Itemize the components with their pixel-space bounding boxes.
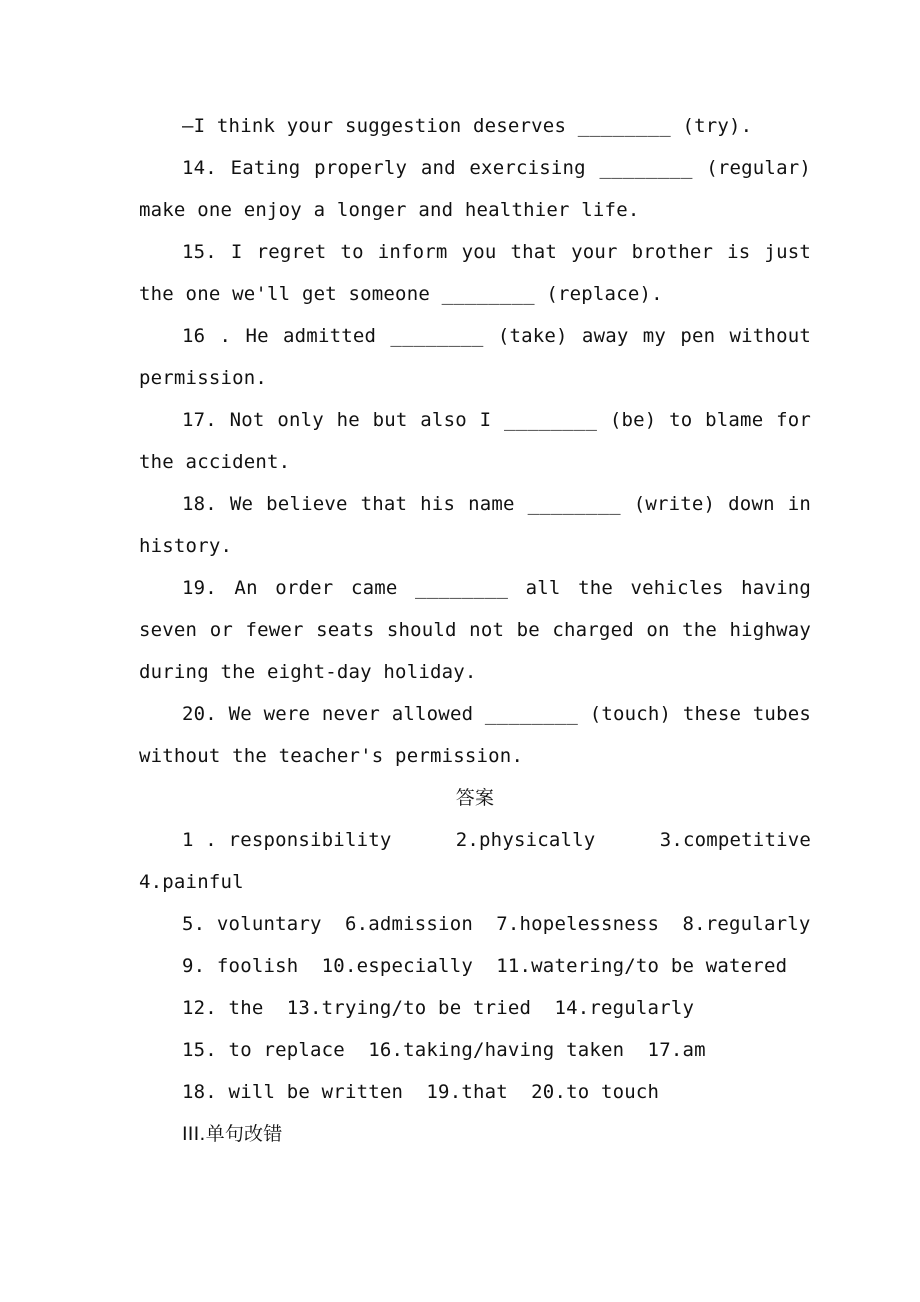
answer-heading: 答案 bbox=[455, 787, 495, 809]
question-14: 14. Eating properly and exercising ________ (regular) make one enjoy a longer and healthier life. bbox=[139, 157, 811, 221]
question-13-reply: —I think your suggestion deserves ________ (try). bbox=[182, 115, 753, 137]
question-17: 17. Not only he but also I ________ (be) to blame for the accident. bbox=[139, 409, 811, 473]
answer-line-4: 12. the 13.trying/to be tried 14.regularly bbox=[182, 997, 695, 1019]
answer-2: 2.physically bbox=[455, 829, 596, 851]
document-content bbox=[139, 105, 811, 1155]
answer-line-3: 9. foolish 10.especially 11.watering/to be watered bbox=[182, 955, 788, 977]
answer-3: 3.competitive bbox=[659, 829, 811, 851]
question-15: 15. I regret to inform you that your brother is just the one we'll get someone ________ (replace). bbox=[139, 241, 811, 305]
question-20: 20. We were never allowed ________ (touch) these tubes without the teacher's permission. bbox=[139, 703, 811, 767]
question-18: 18. We believe that his name ________ (write) down in history. bbox=[139, 493, 811, 557]
answer-line-6: 18. will be written 19.that 20.to touch bbox=[182, 1081, 660, 1103]
question-16: 16 . He admitted ________ (take) away my pen without permission. bbox=[139, 325, 811, 389]
answer-4: 4.painful bbox=[139, 871, 244, 893]
question-19: 19. An order came ________ all the vehicles having seven or fewer seats should not be charged on the highway during the eight-day holiday. bbox=[139, 577, 811, 683]
answer-1: 1 . responsibility bbox=[182, 829, 392, 851]
answer-line-1 bbox=[139, 819, 811, 903]
section-title: III.单句改错 bbox=[182, 1123, 283, 1145]
answer-line-2: 5. voluntary 6.admission 7.hopelessness 8.regularly bbox=[182, 913, 811, 935]
answer-line-5: 15. to replace 16.taking/having taken 17.am bbox=[182, 1039, 706, 1061]
